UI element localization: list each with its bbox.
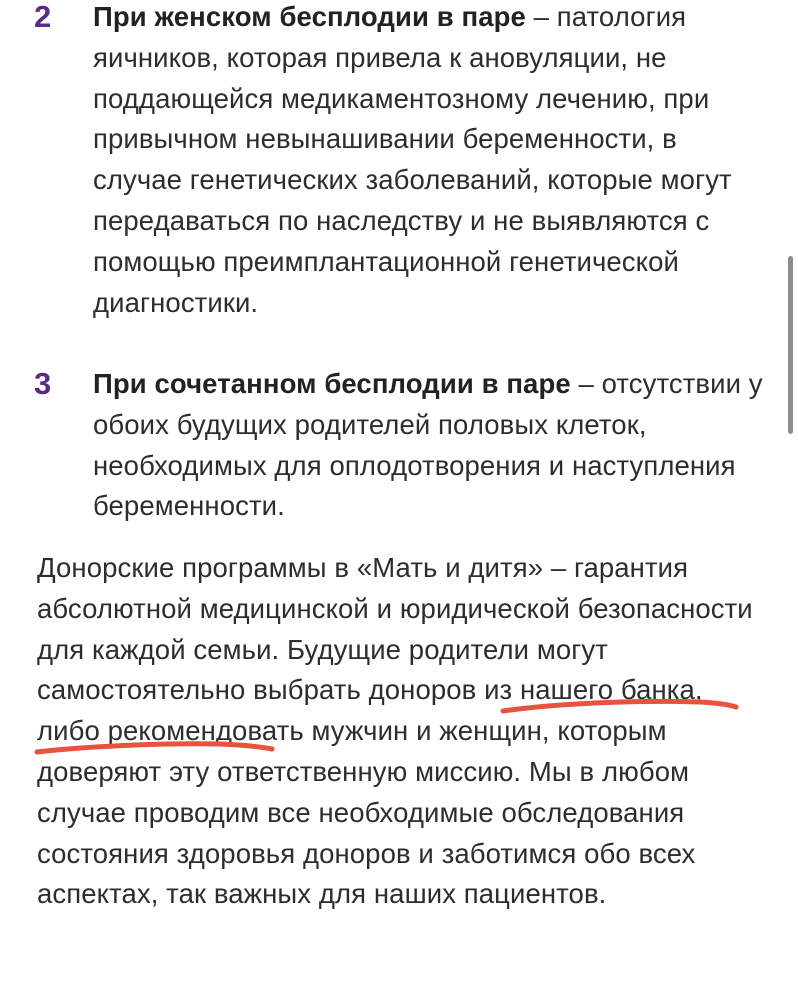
donor-selection-link-text: выбрать доноров из нашего банка bbox=[253, 674, 695, 706]
list-number: 3 bbox=[34, 366, 52, 401]
list-number: 2 bbox=[34, 0, 52, 34]
list-item-lead: При сочетанном бесплодии в паре bbox=[93, 368, 571, 399]
list-item-lead: При женском бесплодии в паре bbox=[93, 1, 526, 32]
list-item-text bbox=[93, 0, 773, 323]
list-item-body: – патология яичников, которая привела к ановуляции, не поддающейся медикаментозному лечению, при привычном невынашивании беременности, в случае генетических заболеваний, которые могут передаваться по наследству и не выявляются с помощью преимплантационной генетической диагностики. bbox=[93, 1, 732, 318]
body-paragraph bbox=[37, 548, 767, 915]
paragraph-text-start: Донорские программы в «Мать и дитя» – гарантия абсолютной медицинской и юридической безопасности для каждой семьи. Будущие родители могут самостоятельно bbox=[37, 552, 753, 706]
list-item-text bbox=[93, 364, 773, 527]
paragraph-text-end: , либо рекомендовать мужчин и женщин, которым доверяют эту ответственную миссию. Мы в любом случае проводим все необходимые обследования состояния здоровья доноров и заботимся обо всех аспектах, так важных для наших пациентов. bbox=[37, 674, 703, 910]
scrollbar-thumb[interactable] bbox=[788, 256, 793, 434]
list-item-body: – отсутствии у обоих будущих родителей половых клеток, необходимых для оплодотворения и наступления беременности. bbox=[93, 368, 763, 522]
